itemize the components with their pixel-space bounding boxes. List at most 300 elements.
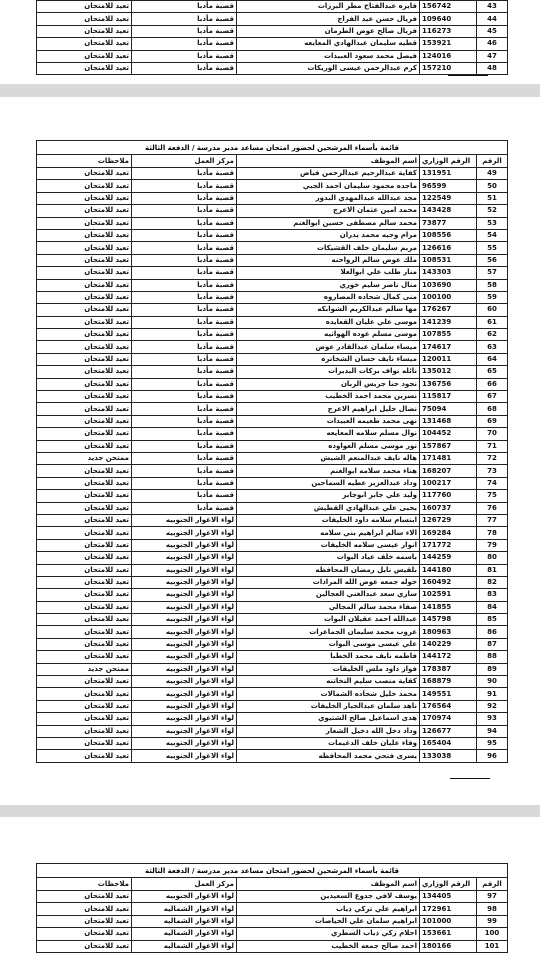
document-page-3 (0, 817, 540, 960)
cell-work-center: قصبة مأدبا (132, 502, 237, 514)
cell-employee-name: عبدالله احمد عقيلان البوات (237, 614, 420, 626)
table-row (37, 242, 508, 254)
cell-ministry-id: 115817 (420, 391, 477, 403)
table-row (37, 514, 508, 526)
candidates-table-page-3 (36, 877, 508, 953)
cell-ministry-id: 102591 (420, 589, 477, 601)
cell-employee-name: كفاية عبدالرحيم عبدالرحمن فياض (237, 168, 420, 180)
cell-no: 87 (477, 638, 508, 650)
table-row (37, 316, 508, 328)
cell-employee-name: قطيه سليمان عبدالهادي المعايعه (237, 38, 420, 50)
cell-notes: تعيد للامتحان (37, 465, 132, 477)
cell-employee-name: وداد دخل الله دخيل الشعار (237, 725, 420, 737)
cell-no: 84 (477, 601, 508, 613)
cell-notes: تعيد للامتحان (37, 891, 132, 903)
cell-ministry-id: 143428 (420, 205, 477, 217)
cell-employee-name: وداد عبدالعزيز عطيه السماحين (237, 477, 420, 489)
table-row (37, 725, 508, 737)
cell-notes: تعيد للامتحان (37, 477, 132, 489)
cell-no: 68 (477, 403, 508, 415)
cell-notes: تعيد للامتحان (37, 576, 132, 588)
table-row (37, 700, 508, 712)
cell-notes: تعيد للامتحان (37, 928, 132, 940)
table-row (37, 477, 508, 489)
table-row (37, 192, 508, 204)
cell-notes: تعيد للامتحان (37, 428, 132, 440)
cell-ministry-id: 107855 (420, 329, 477, 341)
cell-work-center: قصبة مأدبا (132, 25, 237, 37)
table-row (37, 502, 508, 514)
cell-notes: تعيد للامتحان (37, 316, 132, 328)
cell-notes: تعيد للامتحان (37, 192, 132, 204)
cell-employee-name: ميساء نايف حسان الشخاتره (237, 353, 420, 365)
cell-employee-name: ماجده محمود سليمان احمد الجبي (237, 180, 420, 192)
table-row (37, 928, 508, 940)
header-ministry-id: الرقم الوزاري (420, 155, 477, 168)
cell-no: 99 (477, 915, 508, 927)
cell-ministry-id: 160492 (420, 576, 477, 588)
cell-employee-name: نوال مسلم سلامه المعايعه (237, 428, 420, 440)
cell-notes: تعيد للامتحان (37, 180, 132, 192)
cell-employee-name: نجود حنا جريس الربان (237, 378, 420, 390)
cell-ministry-id: 165404 (420, 737, 477, 749)
cell-employee-name: نضال خليل ابراهيم الاعرج (237, 403, 420, 415)
cell-notes: تعيد للامتحان (37, 403, 132, 415)
cell-no: 56 (477, 254, 508, 266)
header-employee-name: اسم الموظف (237, 155, 420, 168)
cell-notes: تعيد للامتحان (37, 539, 132, 551)
cell-work-center: قصبة مأدبا (132, 366, 237, 378)
cell-ministry-id: 131951 (420, 168, 477, 180)
cell-no: 83 (477, 589, 508, 601)
cell-ministry-id: 108531 (420, 254, 477, 266)
cell-employee-name: هاله نايف عبدالمنعم الشيش (237, 452, 420, 464)
table-row (37, 341, 508, 353)
cell-notes: تعيد للامتحان (37, 353, 132, 365)
cell-employee-name: مجد عبدالله عبدالمهدي البدور (237, 192, 420, 204)
cell-employee-name: منى كمال شحاده المصاروه (237, 291, 420, 303)
cell-employee-name: عروب محمد سليمان الجماعرات (237, 626, 420, 638)
cell-notes: تعيد للامتحان (37, 725, 132, 737)
cell-ministry-id: 124016 (420, 50, 477, 62)
cell-no: 101 (477, 940, 508, 952)
cell-notes: تعيد للامتحان (37, 527, 132, 539)
table-row (37, 291, 508, 303)
cell-employee-name: خوله جمعه عوض الله المرادات (237, 576, 420, 588)
cell-notes: تعيد للامتحان (37, 676, 132, 688)
cell-work-center: قصبة مأدبا (132, 490, 237, 502)
cell-no: 97 (477, 891, 508, 903)
cell-work-center: لواء الاغوار الشماليه (132, 940, 237, 952)
table-row (37, 353, 508, 365)
cell-employee-name: باسمه خلف عياد البوات (237, 552, 420, 564)
table-row (37, 25, 508, 37)
cell-work-center: قصبة مأدبا (132, 38, 237, 50)
cell-notes: تعيد للامتحان (37, 341, 132, 353)
cell-notes: تعيد للامتحان (37, 514, 132, 526)
cell-employee-name: موسى علي عليان القعايده (237, 316, 420, 328)
cell-no: 55 (477, 242, 508, 254)
cell-no: 58 (477, 279, 508, 291)
cell-ministry-id: 140229 (420, 638, 477, 650)
cell-no: 64 (477, 353, 508, 365)
cell-notes: تعيد للامتحان (37, 13, 132, 25)
cell-no: 60 (477, 304, 508, 316)
table-header-row (37, 878, 508, 891)
cell-ministry-id: 149551 (420, 688, 477, 700)
document-page-1 (0, 0, 540, 84)
cell-ministry-id: 180963 (420, 626, 477, 638)
cell-no: 85 (477, 614, 508, 626)
table-row (37, 614, 508, 626)
cell-work-center: لواء الاغوار الجنوبيه (132, 638, 237, 650)
table-row (37, 168, 508, 180)
header-notes: ملاحظات (37, 155, 132, 168)
cell-employee-name: نسرين محمد احمد الخطيب (237, 391, 420, 403)
cell-no: 59 (477, 291, 508, 303)
cell-employee-name: ابراهيم سلمان علي الحياصات (237, 915, 420, 927)
cell-work-center: قصبة مأدبا (132, 254, 237, 266)
cell-work-center: لواء الاغوار الجنوبيه (132, 589, 237, 601)
table-row (37, 891, 508, 903)
cell-notes: تعيد للامتحان (37, 502, 132, 514)
cell-notes: تعيد للامتحان (37, 688, 132, 700)
cell-notes: تعيد للامتحان (37, 614, 132, 626)
cell-ministry-id: 104452 (420, 428, 477, 440)
cell-notes: تعيد للامتحان (37, 903, 132, 915)
table-row (37, 267, 508, 279)
cell-no: 100 (477, 928, 508, 940)
cell-employee-name: كفاية منصب سليم النخاتنه (237, 676, 420, 688)
cell-work-center: لواء الاغوار الجنوبيه (132, 725, 237, 737)
header-work-center: مركز العمل (132, 155, 237, 168)
cell-no: 89 (477, 663, 508, 675)
cell-no: 51 (477, 192, 508, 204)
cell-notes: تعيد للامتحان (37, 62, 132, 74)
cell-ministry-id: 170974 (420, 713, 477, 725)
cell-work-center: لواء الاغوار الجنوبيه (132, 614, 237, 626)
cell-work-center: قصبة مأدبا (132, 168, 237, 180)
cell-no: 61 (477, 316, 508, 328)
cell-ministry-id: 116273 (420, 25, 477, 37)
table-row (37, 626, 508, 638)
cell-notes: تعيد للامتحان (37, 940, 132, 952)
document-page-2 (0, 97, 540, 805)
cell-no: 65 (477, 366, 508, 378)
table-row (37, 428, 508, 440)
cell-employee-name: وفاء عليان خلف الدغيمات (237, 737, 420, 749)
cell-no: 78 (477, 527, 508, 539)
cell-notes: تعيد للامتحان (37, 25, 132, 37)
cell-ministry-id: 101000 (420, 915, 477, 927)
cell-employee-name: انوار عيسى سلامه الخليفات (237, 539, 420, 551)
table-row (37, 180, 508, 192)
table-row (37, 403, 508, 415)
cell-no: 43 (477, 1, 508, 13)
cell-work-center: قصبة مأدبا (132, 291, 237, 303)
table-row (37, 329, 508, 341)
cell-work-center: قصبة مأدبا (132, 267, 237, 279)
cell-ministry-id: 171481 (420, 452, 477, 464)
table-row (37, 50, 508, 62)
cell-work-center: لواء الاغوار الجنوبيه (132, 891, 237, 903)
cell-work-center: قصبة مأدبا (132, 428, 237, 440)
table-row (37, 465, 508, 477)
table-body (37, 1, 508, 75)
cell-work-center: قصبة مأدبا (132, 180, 237, 192)
table-row (37, 663, 508, 675)
table-row (37, 676, 508, 688)
cell-notes: تعيد للامتحان (37, 415, 132, 427)
cell-no: 72 (477, 452, 508, 464)
cell-ministry-id: 144259 (420, 552, 477, 564)
cell-work-center: قصبة مأدبا (132, 229, 237, 241)
cell-work-center: قصبة مأدبا (132, 415, 237, 427)
cell-work-center: قصبة مأدبا (132, 452, 237, 464)
table-row (37, 589, 508, 601)
cell-notes: تعيد للامتحان (37, 229, 132, 241)
cell-ministry-id: 117760 (420, 490, 477, 502)
cell-employee-name: يحيى علي عبدالهادي القطيش (237, 502, 420, 514)
cell-employee-name: فواز داود ملس الخليفات (237, 663, 420, 675)
cell-no: 46 (477, 38, 508, 50)
table-row (37, 38, 508, 50)
cell-employee-name: مريم سليمان خلف القشيكات (237, 242, 420, 254)
header-work-center: مركز العمل (132, 878, 237, 891)
cell-employee-name: منار طلب علي ابوالعلا (237, 267, 420, 279)
cell-ministry-id: 135012 (420, 366, 477, 378)
cell-work-center: قصبة مأدبا (132, 1, 237, 13)
cell-notes: تعيد للامتحان (37, 915, 132, 927)
cell-no: 80 (477, 552, 508, 564)
table-row (37, 1, 508, 13)
cell-employee-name: ساري سعد عبدالغني العجالين (237, 589, 420, 601)
cell-ministry-id: 144172 (420, 651, 477, 663)
cell-work-center: قصبة مأدبا (132, 465, 237, 477)
cell-no: 71 (477, 440, 508, 452)
header-ministry-id: الرقم الوزاري (420, 878, 477, 891)
header-no: الرقم (477, 878, 508, 891)
cell-no: 62 (477, 329, 508, 341)
cell-ministry-id: 126729 (420, 514, 477, 526)
cell-notes: تعيد للامتحان (37, 750, 132, 762)
cell-no: 70 (477, 428, 508, 440)
cell-no: 66 (477, 378, 508, 390)
cell-ministry-id: 131468 (420, 415, 477, 427)
candidates-table-page-2 (36, 154, 508, 763)
cell-employee-name: ميساء سلمان عبدالقادر عوض (237, 341, 420, 353)
cell-ministry-id: 168879 (420, 676, 477, 688)
cell-notes: تعيد للامتحان (37, 366, 132, 378)
cell-no: 81 (477, 564, 508, 576)
cell-work-center: لواء الاغوار الجنوبيه (132, 539, 237, 551)
table-row (37, 576, 508, 588)
table-row (37, 205, 508, 217)
cell-notes: تعيد للامتحان (37, 589, 132, 601)
cell-ministry-id: 176564 (420, 700, 477, 712)
cell-no: 93 (477, 713, 508, 725)
cell-notes: تعيد للامتحان (37, 254, 132, 266)
table-row (37, 13, 508, 25)
cell-notes: ممتحن جديد (37, 452, 132, 464)
table-row (37, 651, 508, 663)
cell-no: 45 (477, 25, 508, 37)
cell-notes: تعيد للامتحان (37, 1, 132, 13)
cell-notes: تعيد للامتحان (37, 378, 132, 390)
table-row (37, 254, 508, 266)
cell-ministry-id: 153661 (420, 928, 477, 940)
handwritten-strike (448, 75, 488, 76)
cell-employee-name: وليد علي جابر ابوجابر (237, 490, 420, 502)
cell-notes: تعيد للامتحان (37, 279, 132, 291)
cell-ministry-id: 109640 (420, 13, 477, 25)
cell-employee-name: يوسف لافي جدوع السعيدين (237, 891, 420, 903)
cell-work-center: قصبة مأدبا (132, 242, 237, 254)
cell-no: 74 (477, 477, 508, 489)
cell-ministry-id: 144180 (420, 564, 477, 576)
cell-no: 95 (477, 737, 508, 749)
cell-notes: تعيد للامتحان (37, 440, 132, 452)
cell-work-center: لواء الاغوار الجنوبيه (132, 527, 237, 539)
cell-work-center: لواء الاغوار الشماليه (132, 915, 237, 927)
cell-no: 92 (477, 700, 508, 712)
table-row (37, 440, 508, 452)
cell-employee-name: علي عيسى موسى البوات (237, 638, 420, 650)
header-no: الرقم (477, 155, 508, 168)
cell-ministry-id: 126677 (420, 725, 477, 737)
cell-no: 98 (477, 903, 508, 915)
table-row (37, 737, 508, 749)
cell-ministry-id: 126616 (420, 242, 477, 254)
table-row (37, 304, 508, 316)
cell-no: 82 (477, 576, 508, 588)
table-row (37, 713, 508, 725)
cell-employee-name: فاطمه نايف محمد الخطبا (237, 651, 420, 663)
cell-ministry-id: 171772 (420, 539, 477, 551)
cell-notes: تعيد للامتحان (37, 168, 132, 180)
cell-employee-name: ناهد سلمان عبدالجبار الخليفات (237, 700, 420, 712)
cell-ministry-id: 100100 (420, 291, 477, 303)
table-body (37, 891, 508, 953)
cell-work-center: لواء الاغوار الجنوبيه (132, 713, 237, 725)
cell-no: 47 (477, 50, 508, 62)
cell-employee-name: نور موسى مسلم العواوده (237, 440, 420, 452)
cell-ministry-id: 157210 (420, 62, 477, 74)
cell-work-center: قصبة مأدبا (132, 477, 237, 489)
cell-no: 67 (477, 391, 508, 403)
cell-notes: تعيد للامتحان (37, 552, 132, 564)
cell-notes: تعيد للامتحان (37, 391, 132, 403)
cell-ministry-id: 133038 (420, 750, 477, 762)
cell-ministry-id: 178387 (420, 663, 477, 675)
cell-work-center: قصبة مأدبا (132, 62, 237, 74)
cell-notes: ممتحن جديد (37, 663, 132, 675)
cell-work-center: قصبة مأدبا (132, 440, 237, 452)
cell-notes: تعيد للامتحان (37, 242, 132, 254)
cell-notes: تعيد للامتحان (37, 626, 132, 638)
table-row (37, 527, 508, 539)
cell-work-center: قصبة مأدبا (132, 329, 237, 341)
cell-no: 76 (477, 502, 508, 514)
cell-employee-name: هدى اسماعيل صالح الشتيوي (237, 713, 420, 725)
cell-no: 88 (477, 651, 508, 663)
cell-employee-name: فايزه عبدالفتاح مطر البرزات (237, 1, 420, 13)
cell-notes: تعيد للامتحان (37, 601, 132, 613)
cell-ministry-id: 145798 (420, 614, 477, 626)
cell-ministry-id: 122549 (420, 192, 477, 204)
cell-work-center: قصبة مأدبا (132, 50, 237, 62)
table-row (37, 915, 508, 927)
cell-no: 75 (477, 490, 508, 502)
cell-ministry-id: 168207 (420, 465, 477, 477)
cell-work-center: لواء الاغوار الجنوبيه (132, 514, 237, 526)
header-employee-name: اسم الموظف (237, 878, 420, 891)
cell-no: 77 (477, 514, 508, 526)
cell-work-center: لواء الاغوار الجنوبيه (132, 552, 237, 564)
cell-work-center: قصبة مأدبا (132, 378, 237, 390)
cell-notes: تعيد للامتحان (37, 651, 132, 663)
cell-no: 91 (477, 688, 508, 700)
cell-employee-name: كرم عبدالرحمن عيسى الوريكات (237, 62, 420, 74)
cell-employee-name: نائله نواف بركات البديرات (237, 366, 420, 378)
cell-notes: تعيد للامتحان (37, 564, 132, 576)
cell-notes: تعيد للامتحان (37, 205, 132, 217)
cell-ministry-id: 174617 (420, 341, 477, 353)
cell-ministry-id: 96599 (420, 180, 477, 192)
cell-work-center: قصبة مأدبا (132, 391, 237, 403)
cell-notes: تعيد للامتحان (37, 291, 132, 303)
cell-employee-name: موسى مسلم عوده الهواتيه (237, 329, 420, 341)
cell-notes: تعيد للامتحان (37, 490, 132, 502)
cell-work-center: قصبة مأدبا (132, 403, 237, 415)
cell-ministry-id: 160737 (420, 502, 477, 514)
cell-ministry-id: 103690 (420, 279, 477, 291)
cell-no: 86 (477, 626, 508, 638)
cell-ministry-id: 108556 (420, 229, 477, 241)
candidates-table-page-1 (36, 0, 508, 75)
cell-employee-name: محمد سالم مصطفى حسين ابوالغنم (237, 217, 420, 229)
cell-no: 79 (477, 539, 508, 551)
cell-no: 94 (477, 725, 508, 737)
cell-work-center: لواء الاغوار الجنوبيه (132, 750, 237, 762)
cell-work-center: قصبة مأدبا (132, 192, 237, 204)
cell-notes: تعيد للامتحان (37, 700, 132, 712)
table-row (37, 903, 508, 915)
cell-work-center: قصبة مأدبا (132, 341, 237, 353)
table-row (37, 62, 508, 74)
cell-employee-name: الاء سالم ابراهيم بني سلامه (237, 527, 420, 539)
cell-work-center: قصبة مأدبا (132, 304, 237, 316)
table-row (37, 750, 508, 762)
cell-notes: تعيد للامتحان (37, 50, 132, 62)
cell-ministry-id: 156742 (420, 1, 477, 13)
cell-work-center: لواء الاغوار الجنوبيه (132, 601, 237, 613)
cell-ministry-id: 157867 (420, 440, 477, 452)
table-header-row (37, 155, 508, 168)
cell-no: 52 (477, 205, 508, 217)
cell-work-center: قصبة مأدبا (132, 353, 237, 365)
cell-no: 44 (477, 13, 508, 25)
cell-notes: تعيد للامتحان (37, 38, 132, 50)
cell-work-center: لواء الاغوار الجنوبيه (132, 564, 237, 576)
cell-employee-name: يسرى فتحي محمد المحافظه (237, 750, 420, 762)
table-row (37, 688, 508, 700)
cell-work-center: قصبة مأدبا (132, 279, 237, 291)
cell-ministry-id: 100217 (420, 477, 477, 489)
table-row (37, 539, 508, 551)
table-row (37, 415, 508, 427)
cell-employee-name: فريال صالح عوض الطرمان (237, 25, 420, 37)
